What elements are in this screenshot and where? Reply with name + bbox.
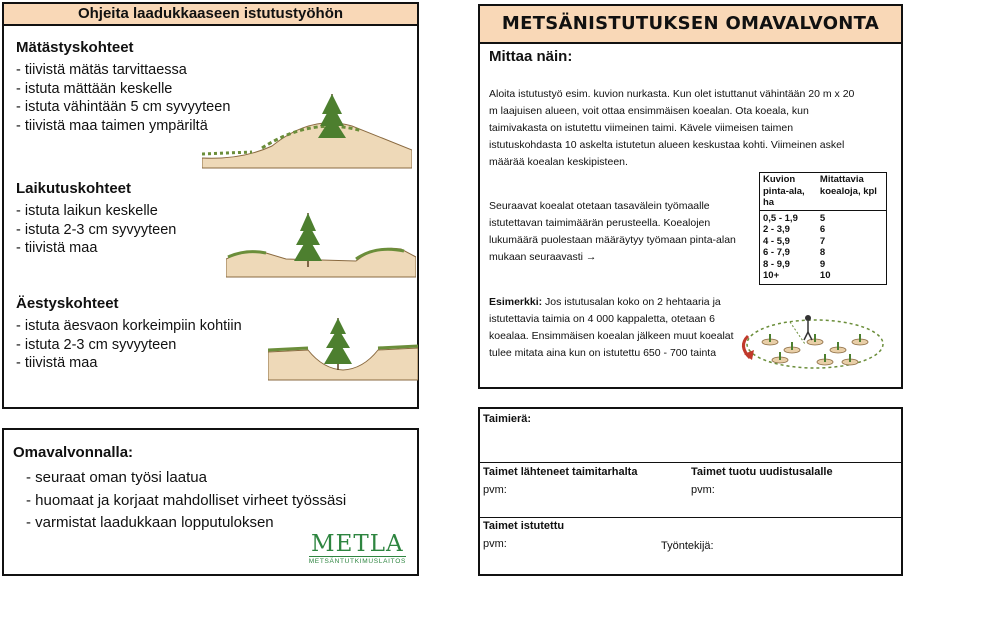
self-monitoring-title: Omavalvonnalla: (13, 444, 134, 461)
measurement-panel (478, 4, 903, 389)
seedling-batch-label: Taimierä: (483, 413, 532, 425)
list-item: - istuta 2-3 cm syvyyteen (16, 221, 177, 238)
table-row (760, 247, 887, 259)
table-cell: 6 (819, 224, 826, 235)
left-nursery-label: Taimet lähteneet taimitarhalta (483, 466, 638, 478)
table-cell: 5 (819, 212, 826, 224)
table-cell: 4 - 5,9 (763, 235, 790, 247)
mounding-list (16, 61, 230, 135)
table-cell: 10+ (763, 270, 780, 281)
example-label: Esimerkki: (489, 296, 543, 308)
list-item: - tiivistä mätäs tarvittaessa (16, 62, 187, 78)
plot-count-table (759, 172, 887, 285)
instructions-title: Ohjeita laadukkaaseen istutustyöhön (4, 4, 417, 26)
list-item: - istuta 2-3 cm syvyyteen (16, 336, 177, 353)
scarification-list (16, 202, 176, 258)
list-item: - tiivistä maa (16, 355, 98, 371)
self-monitoring-panel (2, 428, 419, 576)
list-item: - tiivistä maa taimen ympäriltä (16, 117, 208, 134)
harrowing-illustration (268, 314, 418, 389)
form-divider (480, 517, 901, 518)
measure-subtitle: Mittaa näin: (489, 48, 573, 65)
arrived-site-label: Taimet tuotu uudistusalalle (691, 466, 833, 478)
plots-column-header: Mitattavia koealoja, kpl (817, 173, 887, 211)
patch-illustration (226, 209, 416, 284)
list-item: - istuta laikun keskelle (16, 203, 158, 219)
example-paragraph (489, 294, 744, 362)
list-item: - seuraat oman työsi laatua (26, 469, 207, 486)
mounding-title: Mätästyskohteet (16, 39, 134, 56)
list-item: - istuta äesvaon korkeimpiin kohtiin (16, 318, 242, 334)
table-cell: 7 (819, 235, 826, 247)
plot-walk-illustration (730, 302, 890, 384)
table-cell: 10 (819, 270, 831, 281)
self-monitoring-list (26, 467, 346, 535)
list-item: - varmistat laadukkaan lopputuloksen (26, 514, 274, 531)
area-column-header: Kuvion pinta-ala, ha (760, 173, 817, 211)
list-item: - istuta vähintään 5 cm syvyyteen (16, 99, 231, 115)
arrival-date-label: pvm: (691, 484, 715, 496)
measurement-title: METSÄNISTUTUKSEN OMAVALVONTA (480, 6, 901, 44)
table-row (760, 224, 887, 236)
list-item: - huomaat ja korjaat mahdolliset virheet työssäsi (26, 491, 347, 509)
table-row (760, 210, 887, 224)
record-form-panel (478, 407, 903, 576)
table-cell: 6 - 7,9 (763, 247, 790, 258)
table-row (760, 270, 887, 284)
list-item: - tiivistä maa (16, 240, 98, 256)
scarification-title: Laikutuskohteet (16, 180, 132, 197)
harrowing-title: Äestyskohteet (16, 295, 119, 312)
table-cell: 8 (819, 247, 826, 258)
logo-text: METLA (311, 531, 404, 557)
worker-label: Työntekijä: (661, 540, 714, 552)
logo-subtext: METSÄNTUTKIMUSLAITOS (308, 558, 406, 565)
metla-logo (309, 532, 406, 565)
table-row (760, 259, 887, 271)
planted-date-label: pvm: (483, 538, 507, 550)
harrowing-list (16, 317, 242, 373)
mound-illustration (202, 86, 412, 176)
table-cell: 0,5 - 1,9 (763, 212, 798, 224)
table-row (760, 236, 887, 248)
table-cell: 2 - 3,9 (763, 224, 790, 235)
planted-label: Taimet istutettu (483, 520, 565, 532)
nursery-date-label: pvm: (483, 484, 507, 496)
example-text: Jos istutusalan koko on 2 hehtaaria ja istutettavia taimia on 4 000 kappaletta, otetaan 6 koealaa. Ensimmäisen koealan jälkeen muut koealat tulee mitata aina kun on istutettu 650 - 700 tainta (489, 296, 734, 359)
planting-instructions-panel (2, 2, 419, 409)
list-item: - istuta mättään keskelle (16, 80, 173, 97)
form-divider (480, 462, 901, 463)
table-cell: 8 - 9,9 (763, 258, 790, 270)
table-header-row (760, 173, 887, 211)
table-cell: 9 (819, 258, 826, 270)
sampling-paragraph: Seuraavat koealat otetaan tasavälein työmaalle istutettavan taimimäärän perusteella. Koealojen lukumäärä puolestaan määräytyy työmaan pinta-alan mukaan seuraavasti → (489, 200, 736, 263)
intro-paragraph: Aloita istutustyö esim. kuvion nurkasta. Kun olet istuttanut vähintään 20 m x 20 m laajuisen alueen, voit ottaa ensimmäisen koealan. Ota koeala, kun taimivakasta on istutettu viimeinen taimi. Kävele viimeisen taimen istutuskohdasta 10 askelta istutetun alueen keskustaa kohti. Viimeinen askel määrää koealan keskipisteen. (489, 88, 855, 168)
